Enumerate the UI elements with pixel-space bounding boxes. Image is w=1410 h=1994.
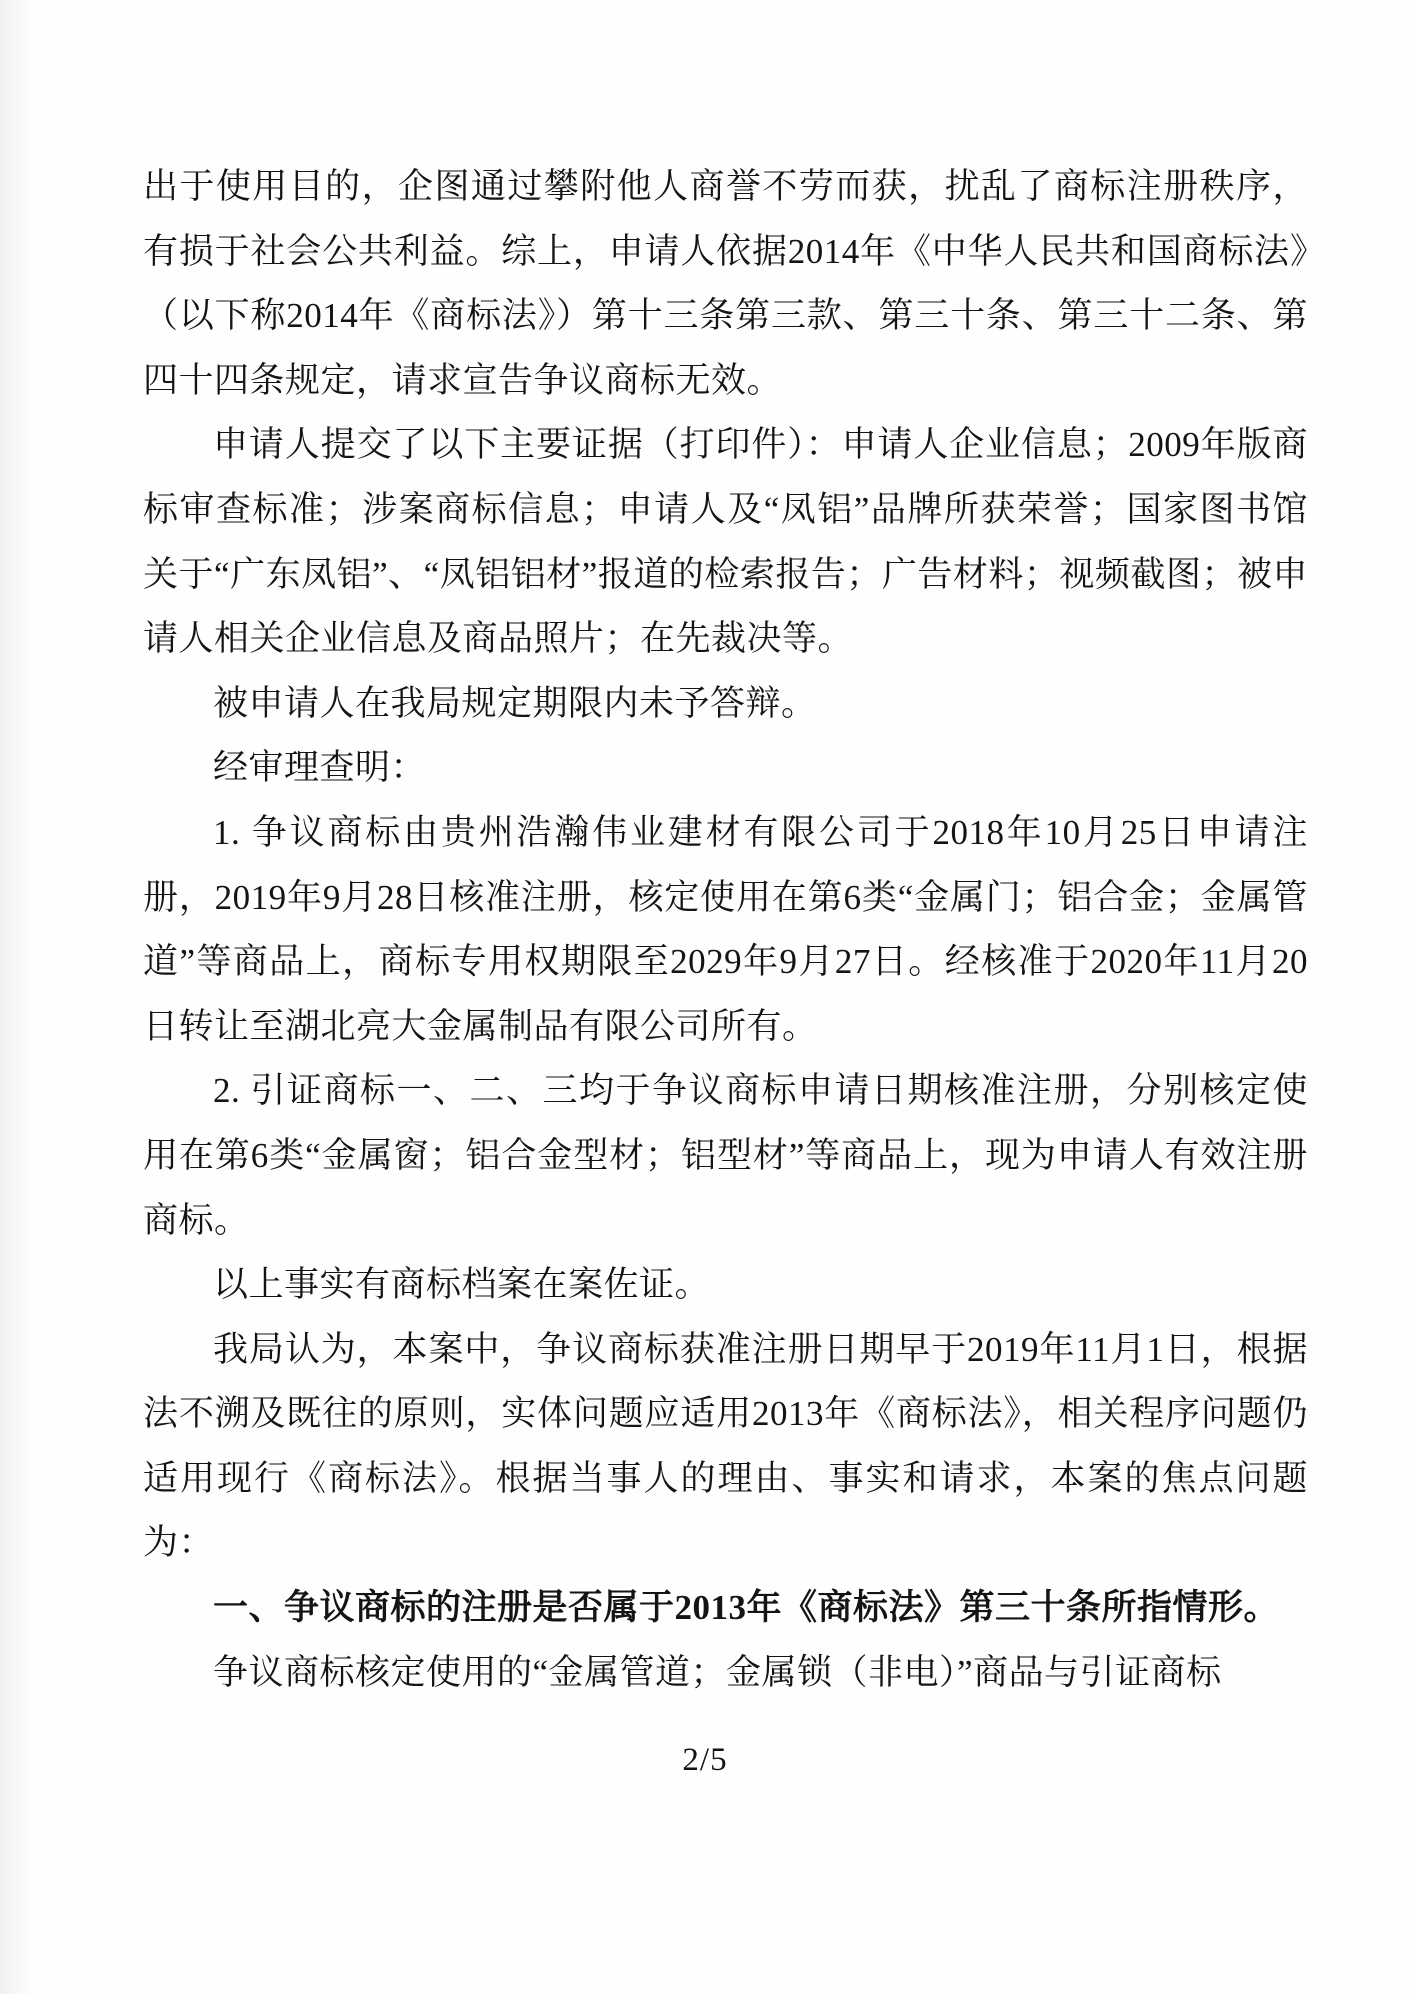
paragraph: 被申请人在我局规定期限内未予答辩。 — [213, 683, 817, 723]
document-body — [143, 155, 1308, 1705]
paragraph: 争议商标核定使用的“金属管道；金属锁（非电）”商品与引证商标 — [213, 1652, 1222, 1692]
page-number: 2/5 — [682, 1742, 728, 1778]
paragraph: 出于使用目的，企图通过攀附他人商誉不劳而获，扰乱了商标注册秩序，有损于社会公共利益。综上，申请人依据2014年《中华人民共和国商标法》（以下称2014年《商标法》）第十三条第三款、第三十条、第三十二条、第四十四条规定，请求宣告争议商标无效。 — [143, 167, 1308, 400]
paragraph: 经审理查明： — [213, 748, 427, 788]
paragraph: 以上事实有商标档案在案佐证。 — [213, 1265, 711, 1305]
paragraph: 2. 引证商标一、二、三均于争议商标申请日期核准注册，分别核定使用在第6类“金属窗；铝合金型材；铝型材”等商品上，现为申请人有效注册商标。 — [143, 1071, 1308, 1240]
paragraph: 1. 争议商标由贵州浩瀚伟业建材有限公司于2018年10月25日申请注册，2019年9月28日核准注册，核定使用在第6类“金属门；铝合金；金属管道”等商品上，商标专用权期限至2029年9月27日。经核准于2020年11月20日转让至湖北亮大金属制品有限公司所有。 — [143, 812, 1308, 1046]
paragraph: 我局认为，本案中，争议商标获准注册日期早于2019年11月1日，根据法不溯及既往的原则，实体问题应适用2013年《商标法》，相关程序问题仍适用现行《商标法》。根据当事人的理由、事实和请求，本案的焦点问题为： — [143, 1329, 1308, 1563]
focus-issue-heading: 一、争议商标的注册是否属于2013年《商标法》第三十条所指情形。 — [213, 1588, 1280, 1628]
paragraph: 申请人提交了以下主要证据（打印件）：申请人企业信息；2009年版商标审查标准；涉案商标信息；申请人及“凤铝”品牌所获荣誉；国家图书馆关于“广东凤铝”、“凤铝铝材”报道的检索报告；广告材料；视频截图；被申请人相关企业信息及商品照片；在先裁决等。 — [143, 425, 1308, 659]
